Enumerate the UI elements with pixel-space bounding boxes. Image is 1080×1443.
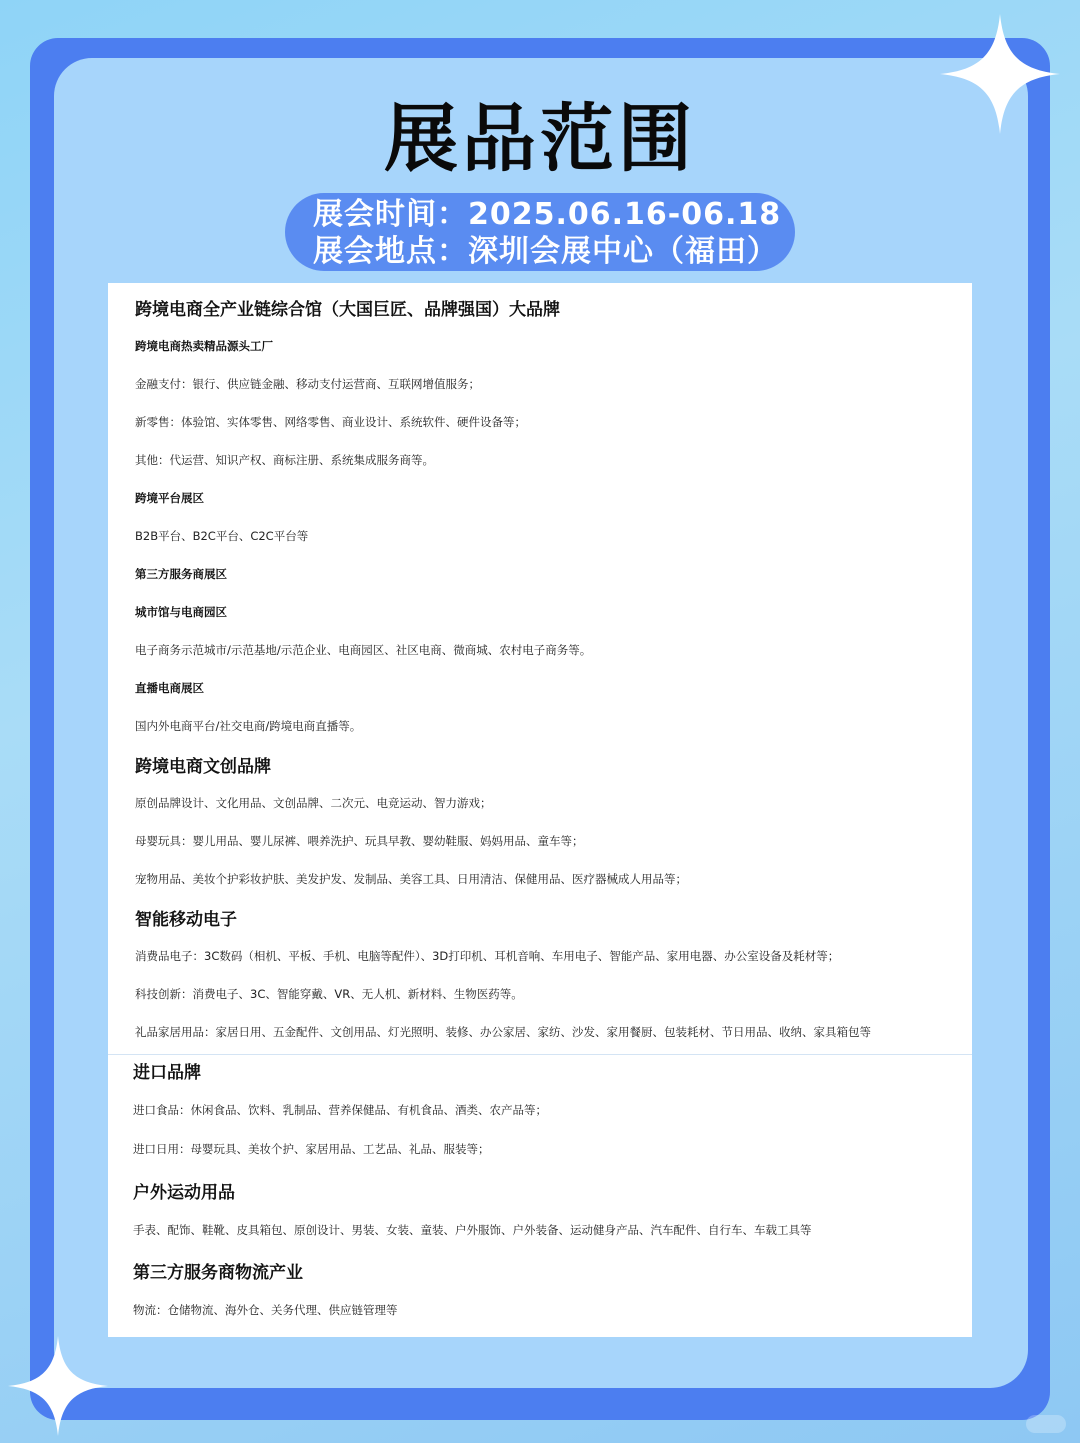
section-heading: 第三方服务商物流产业	[133, 1263, 303, 1283]
section-heading: 户外运动用品	[133, 1183, 235, 1203]
list-item: 物流：仓储物流、海外仓、关务代理、供应链管理等	[133, 1303, 398, 1317]
list-item: 母婴玩具：婴儿用品、婴儿尿裤、喂养洗护、玩具早教、婴幼鞋服、妈妈用品、童车等；	[135, 834, 584, 848]
list-item: 进口日用：母婴玩具、美妆个护、家居用品、工艺品、礼品、服装等；	[133, 1142, 490, 1156]
section-divider	[108, 1054, 972, 1055]
event-place: 展会地点：深圳会展中心（福田）	[313, 234, 778, 269]
event-time: 展会时间：2025.06.16-06.18	[313, 197, 782, 232]
section-heading: 跨境电商文创品牌	[135, 757, 271, 777]
section-heading: 跨境电商全产业链综合馆（大国巨匠、品牌强国）大品牌	[135, 300, 560, 320]
list-item: 宠物用品、美妆个护彩妆护肤、美发护发、发制品、美容工具、日用清洁、保健用品、医疗器械成人用品等；	[135, 872, 687, 886]
list-item: B2B平台、B2C平台、C2C平台等	[135, 529, 309, 543]
list-item: 金融支付：银行、供应链金融、移动支付运营商、互联网增值服务；	[135, 377, 480, 391]
event-info-badge	[285, 193, 795, 271]
list-item: 科技创新：消费电子、3C、智能穿戴、VR、无人机、新材料、生物医药等。	[135, 987, 523, 1001]
sub-heading: 跨境平台展区	[135, 491, 204, 505]
sparkle-star-icon	[8, 1336, 108, 1436]
list-item: 新零售：体验馆、实体零售、网络零售、商业设计、系统软件、硬件设备等；	[135, 415, 526, 429]
section-heading: 进口品牌	[133, 1063, 201, 1083]
sub-heading: 直播电商展区	[135, 681, 204, 695]
section-heading: 智能移动电子	[135, 910, 237, 930]
list-item: 手表、配饰、鞋靴、皮具箱包、原创设计、男装、女装、童装、户外服饰、户外装备、运动健身产品、汽车配件、自行车、车载工具等	[133, 1223, 812, 1237]
list-item: 电子商务示范城市/示范基地/示范企业、电商园区、社区电商、微商城、农村电子商务等。	[135, 643, 592, 657]
list-item: 其他：代运营、知识产权、商标注册、系统集成服务商等。	[135, 453, 434, 467]
watermark-logo-icon	[1026, 1415, 1066, 1433]
list-item: 原创品牌设计、文化用品、文创品牌、二次元、电竞运动、智力游戏；	[135, 796, 492, 810]
list-item: 消费品电子：3C数码（相机、平板、手机、电脑等配件）、3D打印机、耳机音响、车用电子、智能产品、家用电器、办公室设备及耗材等；	[135, 949, 840, 963]
list-item: 国内外电商平台/社交电商/跨境电商直播等。	[135, 719, 362, 733]
page-title: 展品范围	[384, 96, 696, 182]
sub-heading: 第三方服务商展区	[135, 567, 227, 581]
list-item: 礼品家居用品：家居日用、五金配件、文创用品、灯光照明、装修、办公家居、家纺、沙发、家用餐厨、包装耗材、节日用品、收纳、家具箱包等	[135, 1025, 871, 1039]
list-item: 进口食品：休闲食品、饮料、乳制品、营养保健品、有机食品、酒类、农产品等；	[133, 1103, 547, 1117]
sub-heading: 跨境电商热卖精品源头工厂	[135, 339, 273, 353]
sub-heading: 城市馆与电商园区	[135, 605, 227, 619]
